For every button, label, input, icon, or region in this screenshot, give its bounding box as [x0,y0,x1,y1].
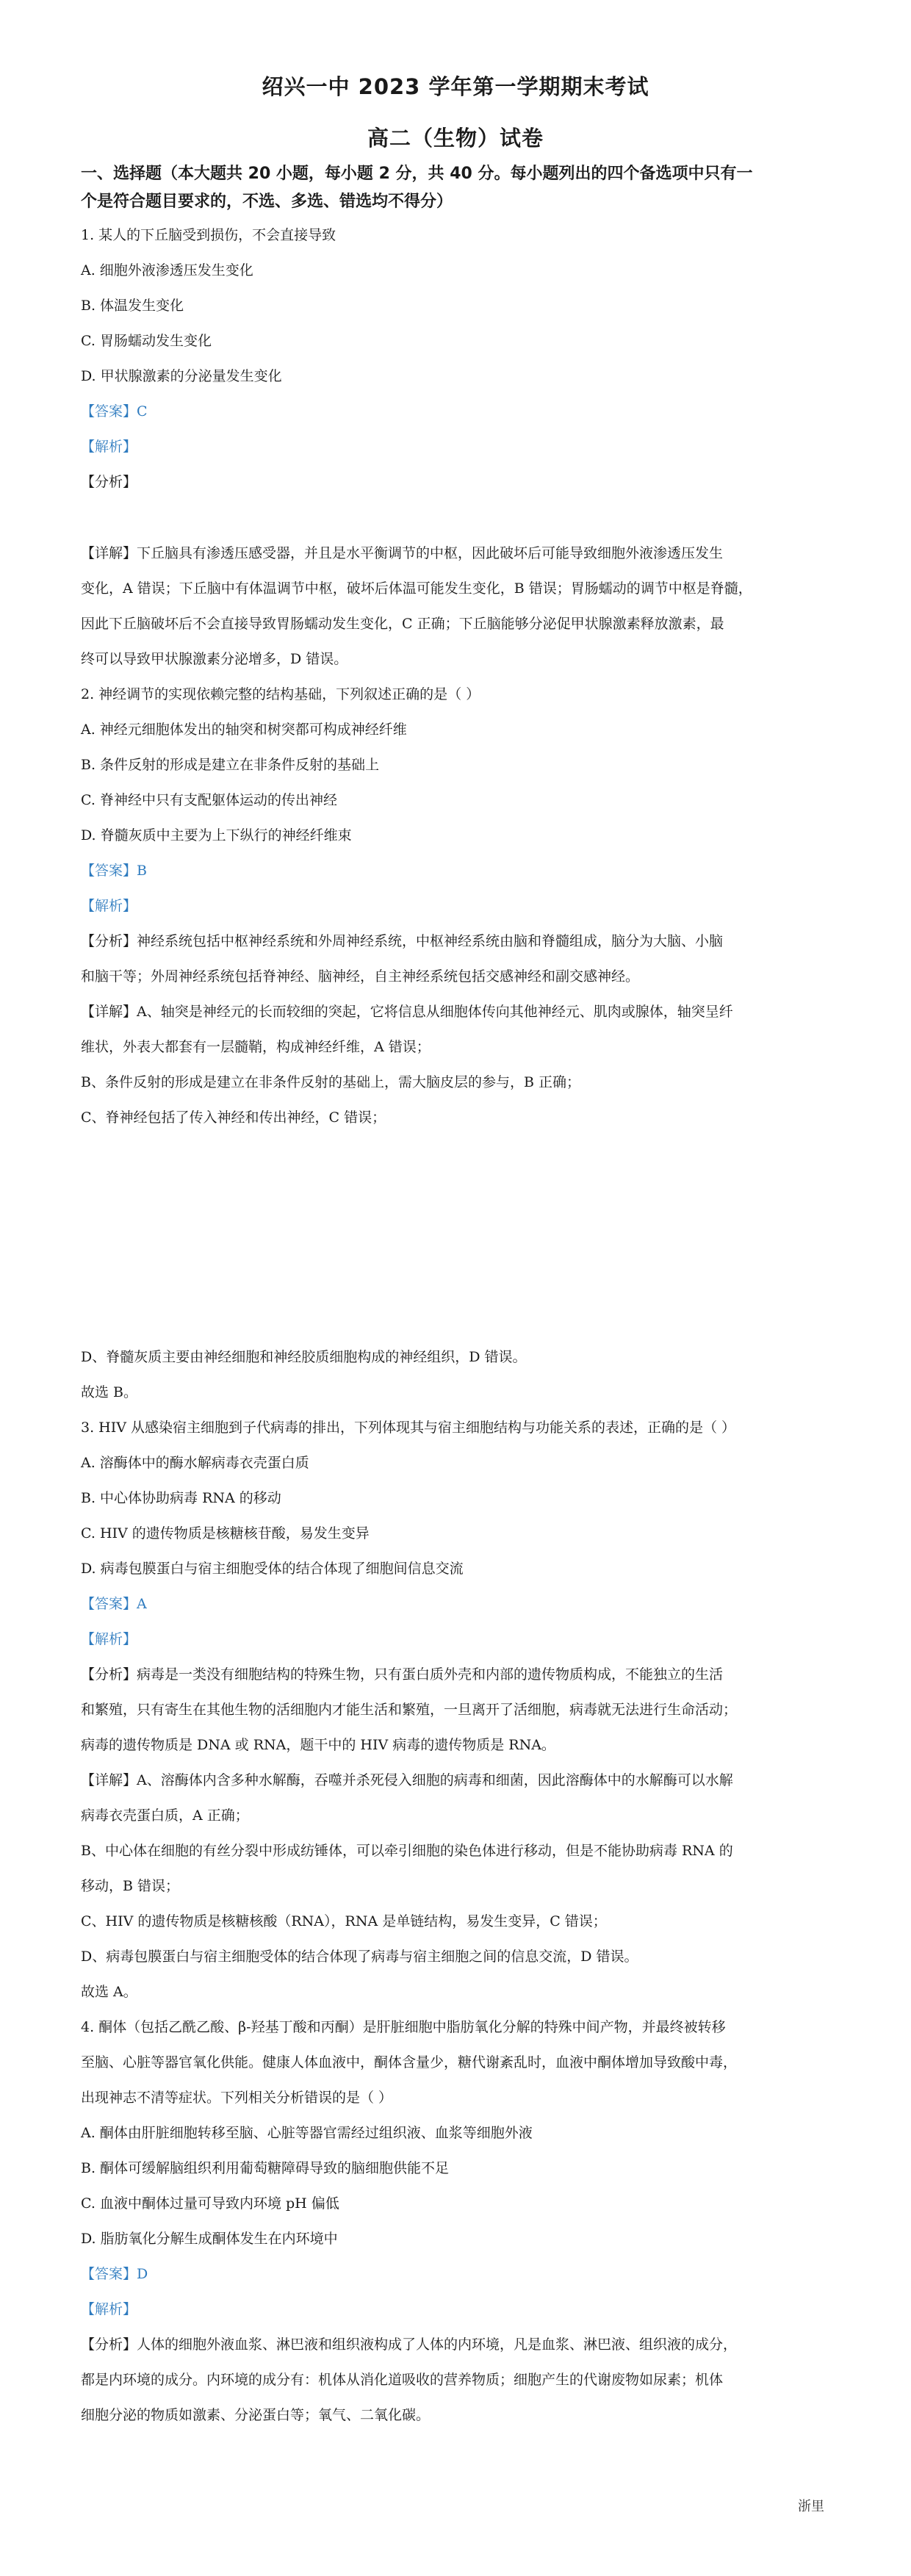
option-a: A. 神经元细胞体发出的轴突和树突都可构成神经纤维 [81,722,407,738]
detail-line: 【详解】下丘脑具有渗透压感受器，并且是水平衡调节的中枢，因此破坏后可能导致细胞外液渗透压发生 [81,545,724,561]
option-b: B. 酮体可缓解脑组织利用葡萄糖障碍导致的脑细胞供能不足 [81,2160,450,2176]
answer-label: 【答案】A [81,1596,147,1612]
option-a: A. 溶酶体中的酶水解病毒衣壳蛋白质 [81,1455,309,1471]
detail-line: 终可以导致甲状腺激素分泌增多，D 错误。 [81,651,348,667]
section-heading: 一、选择题（本大题共 20 小题，每小题 2 分，共 40 分。每小题列出的四个备选项中只有一 [81,165,753,183]
analysis-label: 【解析】 [81,2301,137,2317]
detail-line: 【详解】A、轴突是神经元的长而较细的突起，它将信息从细胞体传向其他神经元、肌肉或腺体，轴突呈纤 [81,1004,733,1020]
detail-line: D、病毒包膜蛋白与宿主细胞受体的结合体现了病毒与宿主细胞之间的信息交流，D 错误。 [81,1949,638,1965]
analysis-label: 【解析】 [81,898,137,914]
exam-subtitle: 高二（生物）试卷 [367,126,544,151]
option-c: C. 血液中酮体过量可导致内环境 pH 偏低 [81,2195,339,2212]
question-stem: 2. 神经调节的实现依赖完整的结构基础，下列叙述正确的是（ ） [81,686,480,702]
answer-label: 【答案】B [81,863,147,879]
detail-line: 变化，A 错误；下丘脑中有体温调节中枢，破坏后体温可能发生变化，B 错误；胃肠蠕动的调节中枢是脊髓， [81,580,752,597]
question-stem: 4. 酮体（包括乙酰乙酸、β-羟基丁酸和丙酮）是肝脏细胞中脂肪氧化分解的特殊中间产物，并最终被转移 [81,2019,726,2035]
question-stem: 3. HIV 从感染宿主细胞到子代病毒的排出，下列体现其与宿主细胞结构与功能关系的表述，正确的是（ ） [81,1420,736,1436]
answer-label: 【答案】C [81,403,148,420]
answer-label: 【答案】D [81,2266,148,2282]
detail-line: 移动，B 错误； [81,1878,180,1894]
fenxi-line: 和繁殖，只有寄生在其他生物的活细胞内才能生活和繁殖，一旦离开了活细胞，病毒就无法进行生命活动； [81,1702,738,1718]
analysis-label: 【解析】 [81,1631,137,1647]
detail-line: 病毒衣壳蛋白质，A 正确； [81,1807,249,1824]
detail-line: 维状，外表大都套有一层髓鞘，构成神经纤维，A 错误； [81,1039,431,1055]
option-a: A. 酮体由肝脏细胞转移至脑、心脏等器官需经过组织液、血浆等细胞外液 [81,2125,533,2141]
fenxi-line: 细胞分泌的物质如激素、分泌蛋白等；氧气、二氧化碳。 [81,2407,431,2423]
fenxi-line: 【分析】人体的细胞外液血浆、淋巴液和组织液构成了人体的内环境，凡是血浆、淋巴液、组织液的成分， [81,2336,738,2353]
option-c: C. 胃肠蠕动发生变化 [81,333,212,349]
fenxi-line: 【分析】神经系统包括中枢神经系统和外周神经系统，中枢神经系统由脑和脊髓组成，脑分为大脑、小脑 [81,933,724,949]
fenxi-line: 【分析】病毒是一类没有细胞结构的特殊生物，只有蛋白质外壳和内部的遗传物质构成，不能独立的生活 [81,1666,724,1683]
detail-line: 因此下丘脑破坏后不会直接导致胃肠蠕动发生变化，C 正确；下丘脑能够分泌促甲状腺激素释放激素，最 [81,616,724,632]
fenxi-line: 和脑干等；外周神经系统包括脊神经、脑神经，自主神经系统包括交感神经和副交感神经。 [81,968,640,985]
detail-line: D、脊髓灰质主要由神经细胞和神经胶质细胞构成的神经组织，D 错误。 [81,1349,527,1365]
detail-line: B、中心体在细胞的有丝分裂中形成纺锤体，可以牵引细胞的染色体进行移动，但是不能协助病毒 RNA 的 [81,1843,733,1859]
option-c: C. 脊神经中只有支配躯体运动的传出神经 [81,792,337,808]
page-footer: 浙里 [798,2499,824,2514]
fenxi-line: 病毒的遗传物质是 DNA 或 RNA，题干中的 HIV 病毒的遗传物质是 RNA。 [81,1737,555,1753]
fenxi-line: 都是内环境的成分。内环境的成分有：机体从消化道吸收的营养物质；细胞产生的代谢废物如尿素；机体 [81,2372,724,2388]
option-d: D. 脊髓灰质中主要为上下纵行的神经纤维束 [81,827,352,843]
question-stem: 出现神志不清等症状。下列相关分析错误的是（ ） [81,2090,393,2106]
option-d: D. 脂肪氧化分解生成酮体发生在内环境中 [81,2231,338,2247]
option-c: C. HIV 的遗传物质是核糖核苷酸，易发生变异 [81,1525,370,1541]
question-stem: 1. 某人的下丘脑受到损伤，不会直接导致 [81,227,336,243]
option-d: D. 病毒包膜蛋白与宿主细胞受体的结合体现了细胞间信息交流 [81,1561,464,1577]
fenxi-label: 【分析】 [81,474,137,490]
question-stem: 至脑、心脏等器官氧化供能。健康人体血液中，酮体含量少，糖代谢紊乱时，血液中酮体增加导致酸中毒， [81,2054,738,2070]
detail-line: B、条件反射的形成是建立在非条件反射的基础上，需大脑皮层的参与，B 正确； [81,1074,580,1090]
exam-title: 绍兴一中 2023 学年第一学期期末考试 [262,74,649,99]
option-a: A. 细胞外液渗透压发生变化 [81,262,253,278]
section-heading: 个是符合题目要求的，不选、多选、错选均不得分） [81,193,453,211]
option-b: B. 中心体协助病毒 RNA 的移动 [81,1490,281,1506]
conclusion-line: 故选 A。 [81,1984,137,2000]
detail-line: 【详解】A、溶酶体内含多种水解酶，吞噬并杀死侵入细胞的病毒和细菌，因此溶酶体中的水解酶可以水解 [81,1772,733,1788]
detail-line: C、HIV 的遗传物质是核糖核酸（RNA），RNA 是单链结构，易发生变异，C 错误； [81,1913,607,1929]
conclusion-line: 故选 B。 [81,1384,138,1400]
detail-line: C、脊神经包括了传入神经和传出神经，C 错误； [81,1109,386,1126]
option-b: B. 条件反射的形成是建立在非条件反射的基础上 [81,757,380,773]
analysis-label: 【解析】 [81,439,137,455]
option-b: B. 体温发生变化 [81,298,184,314]
option-d: D. 甲状腺激素的分泌量发生变化 [81,368,282,384]
